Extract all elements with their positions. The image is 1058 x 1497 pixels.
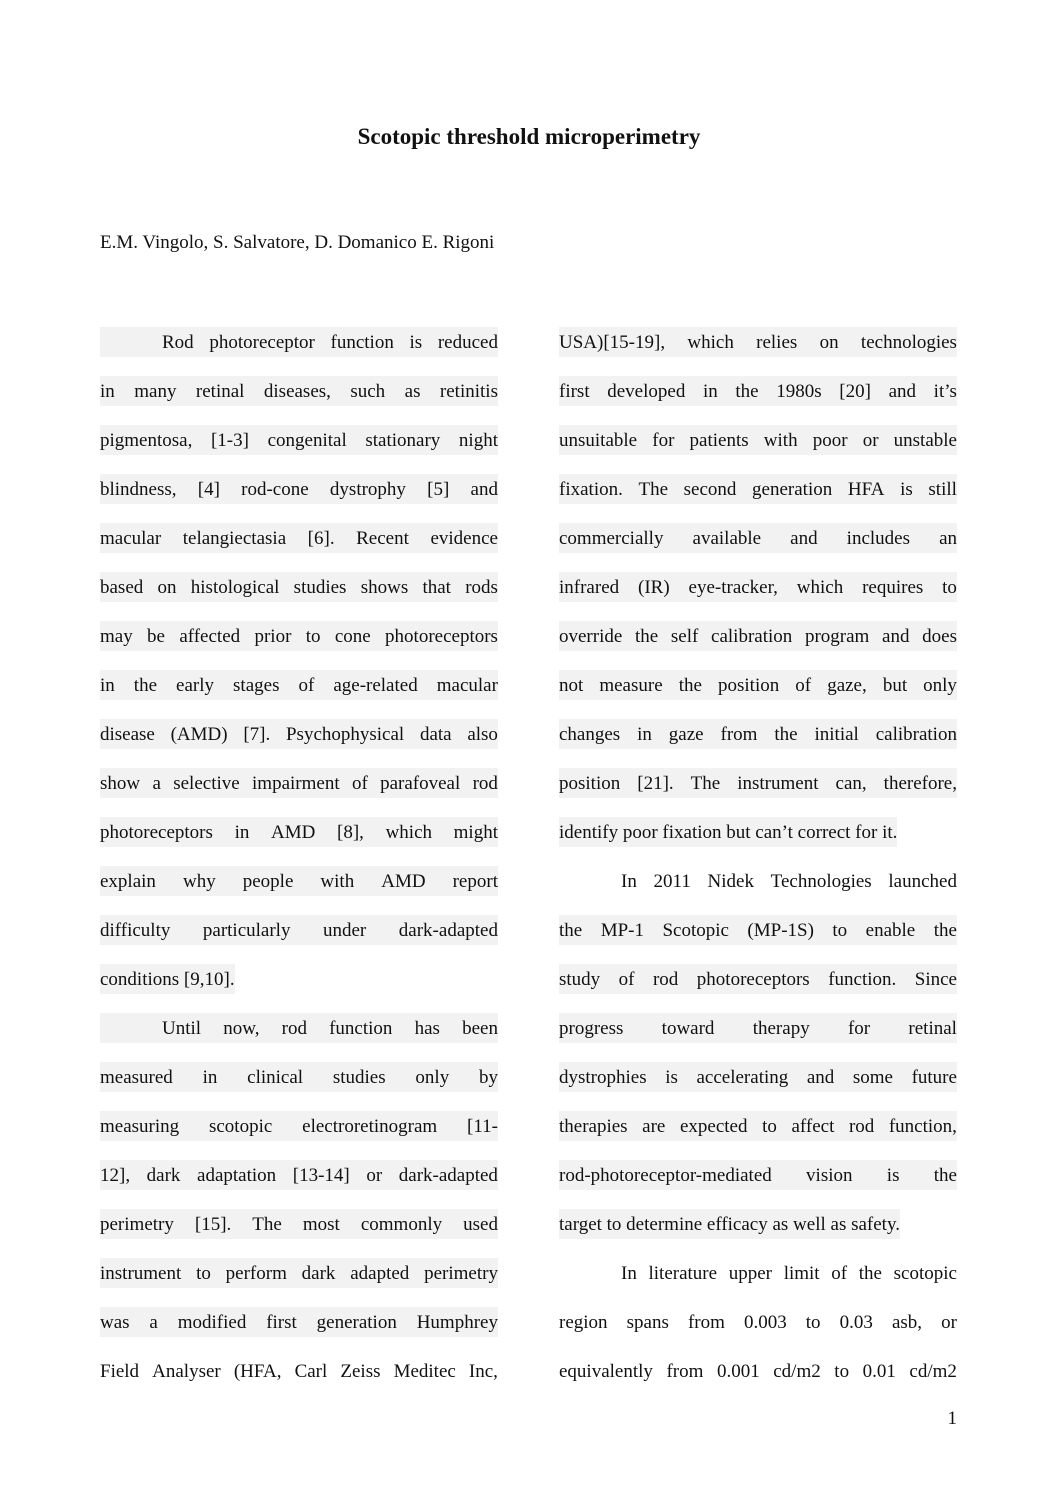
- text-line: target to determine efficacy as well as safety.: [559, 1209, 957, 1258]
- text-line: conditions [9,10].: [100, 964, 498, 1013]
- text-line: changes in gaze from the initial calibration: [559, 719, 957, 768]
- text-line: Rod photoreceptor function is reduced: [100, 327, 498, 376]
- text-line: 12], dark adaptation [13-14] or dark-adapted: [100, 1160, 498, 1209]
- text-line: measuring scotopic electroretinogram [11-: [100, 1111, 498, 1160]
- text-line: difficulty particularly under dark-adapted: [100, 915, 498, 964]
- text-line: Until now, rod function has been: [100, 1013, 498, 1062]
- text-line: photoreceptors in AMD [8], which might: [100, 817, 498, 866]
- text-line: based on histological studies shows that rods: [100, 572, 498, 621]
- text-line: region spans from 0.003 to 0.03 asb, or: [559, 1312, 957, 1333]
- text-line: explain why people with AMD report: [100, 866, 498, 915]
- text-line: identify poor fixation but can’t correct for it.: [559, 817, 957, 866]
- text-line: override the self calibration program and does: [559, 621, 957, 670]
- text-line: therapies are expected to affect rod function,: [559, 1111, 957, 1160]
- text-line: Field Analyser (HFA, Carl Zeiss Meditec Inc,: [100, 1361, 498, 1382]
- text-line: rod-photoreceptor-mediated vision is the: [559, 1160, 957, 1209]
- text-line: may be affected prior to cone photoreceptors: [100, 621, 498, 670]
- text-line: study of rod photoreceptors function. Since: [559, 964, 957, 1013]
- text-line: USA)[15-19], which relies on technologies: [559, 327, 957, 376]
- text-line: pigmentosa, [1-3] congenital stationary night: [100, 425, 498, 474]
- page-title: Scotopic threshold microperimetry: [357, 124, 701, 149]
- left-text-column: [100, 327, 498, 1405]
- text-line: blindness, [4] rod-cone dystrophy [5] and: [100, 474, 498, 523]
- text-line: macular telangiectasia [6]. Recent evidence: [100, 523, 498, 572]
- text-line: perimetry [15]. The most commonly used: [100, 1209, 498, 1258]
- text-line: fixation. The second generation HFA is still: [559, 474, 957, 523]
- text-line: first developed in the 1980s [20] and it’s: [559, 376, 957, 425]
- text-line: not measure the position of gaze, but only: [559, 670, 957, 719]
- page-number: 1: [947, 1408, 957, 1429]
- text-line: position [21]. The instrument can, therefore,: [559, 768, 957, 817]
- text-line: in the early stages of age-related macular: [100, 670, 498, 719]
- author-list: E.M. Vingolo, S. Salvatore, D. Domanico E. Rigoni: [100, 232, 495, 253]
- text-line: equivalently from 0.001 cd/m2 to 0.01 cd/m2: [559, 1361, 957, 1382]
- text-line: disease (AMD) [7]. Psychophysical data also: [100, 719, 498, 768]
- text-line: infrared (IR) eye-tracker, which requires to: [559, 572, 957, 621]
- text-line: was a modified first generation Humphrey: [100, 1307, 498, 1356]
- text-line: measured in clinical studies only by: [100, 1062, 498, 1111]
- text-line: In 2011 Nidek Technologies launched: [621, 871, 957, 892]
- text-line: instrument to perform dark adapted perimetry: [100, 1258, 498, 1307]
- text-line: show a selective impairment of parafoveal rod: [100, 768, 498, 817]
- text-line: In literature upper limit of the scotopic: [621, 1263, 957, 1284]
- text-line: unsuitable for patients with poor or unstable: [559, 425, 957, 474]
- text-line: progress toward therapy for retinal: [559, 1013, 957, 1062]
- text-line: in many retinal diseases, such as retinitis: [100, 376, 498, 425]
- right-text-column: [559, 327, 957, 1405]
- text-line: dystrophies is accelerating and some future: [559, 1062, 957, 1111]
- text-line: commercially available and includes an: [559, 523, 957, 572]
- text-line: the MP-1 Scotopic (MP-1S) to enable the: [559, 915, 957, 964]
